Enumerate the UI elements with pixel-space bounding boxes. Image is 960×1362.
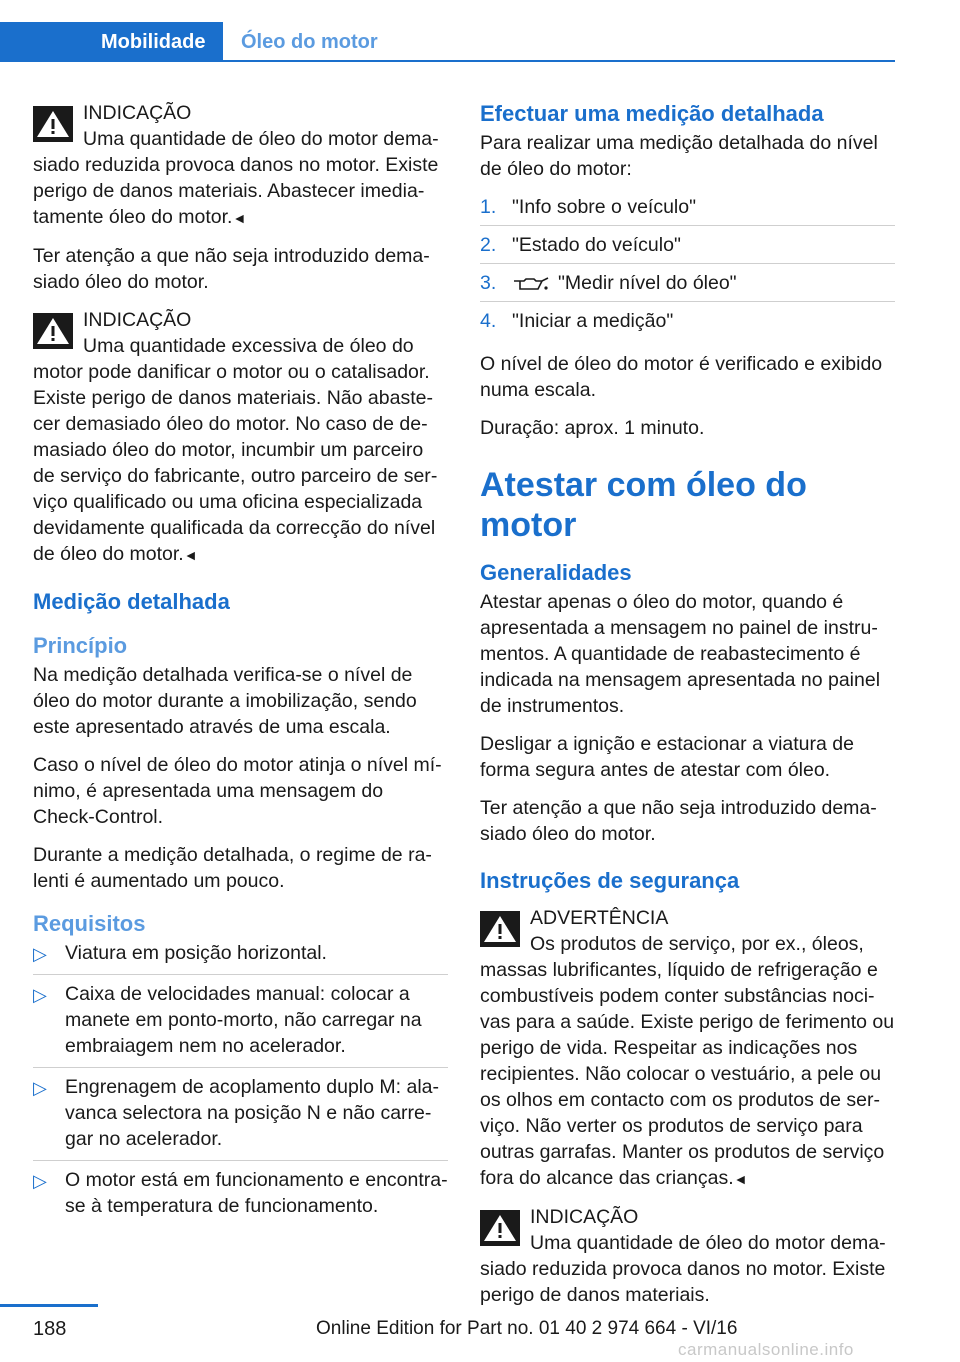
paragraph: Atestar apenas o óleo do motor, quando é apresentada a mensagem no painel de instrumentos. A quantidade de reabastecimento é indicada na mensagem apresentada no painel de instrumentos.: [480, 591, 881, 717]
section-heading-generalidades: Generalidades: [480, 560, 632, 585]
list-item-text: Viatura em posição horizontal.: [65, 942, 327, 964]
warning-triangle-icon: [480, 1210, 520, 1246]
main-heading-atestar: Atestar com óleo do motor: [480, 466, 807, 544]
warning-text: Os produtos de serviço, por ex., óleos, massas lubrificantes, líquido de refrigeração e combustíveis podem conter substâncias nocivas para a saúde. Existe perigo de ferimento ou perigo de vida. Respeitar as indicações nos recipientes. Não colocar o vestuário, a pele ou os olhos em contacto com os produtos de serviço. Não verter os produtos de serviço para outras garrafas. Manter os produtos de serviço fora do alcance das crianças.: [480, 933, 895, 1189]
oil-can-icon: [512, 277, 550, 291]
end-mark: ◄: [232, 210, 247, 226]
paragraph: Ter atenção a que não seja introduzido demasiado óleo do motor.: [480, 797, 877, 845]
warning-box: [480, 905, 895, 1192]
step-number: 4.: [480, 310, 497, 332]
paragraph: Ter atenção a que não seja introduzido demasiado óleo do motor.: [33, 245, 430, 293]
left-column: [33, 100, 448, 1233]
bullet-triangle-icon: ▷: [33, 1078, 47, 1098]
warning-title: INDICAÇÃO: [530, 1206, 639, 1228]
paragraph: Duração: aprox. 1 minuto.: [480, 417, 705, 439]
warning-triangle-icon: [480, 911, 520, 947]
right-column: [480, 100, 895, 1320]
step-number: 2.: [480, 234, 497, 256]
requirements-list: [33, 940, 448, 1227]
warning-text: Uma quantidade de óleo do motor demasiado reduzida provoca danos no motor. Existe perigo de danos materiais.: [480, 1232, 886, 1306]
warning-box: [33, 100, 448, 231]
warning-title: ADVERTÊNCIA: [530, 907, 669, 929]
warning-box: [33, 307, 448, 568]
header-underline: [223, 60, 895, 62]
step-item: [480, 232, 895, 264]
end-mark: ◄: [733, 1171, 748, 1187]
subheading-requisitos: Requisitos: [33, 911, 146, 936]
list-item-text: Caixa de velocidades manual: colocar a manete em ponto-morto, não carregar na embraiagem nem no acelerador.: [65, 983, 422, 1057]
steps-list: [480, 194, 895, 339]
list-item-text: O motor está em funcionamento e encontra-se à temperatura de funcionamento.: [65, 1169, 448, 1217]
bullet-triangle-icon: ▷: [33, 944, 47, 964]
step-text: "Iniciar a medição": [512, 310, 674, 332]
step-item: [480, 270, 895, 302]
paragraph: Desligar a ignição e estacionar a viatura de forma segura antes de atestar com óleo.: [480, 733, 854, 781]
warning-triangle-icon: [33, 313, 73, 349]
paragraph: Durante a medição detalhada, o regime de ralenti é aumentado um pouco.: [33, 844, 432, 892]
warning-title: INDICAÇÃO: [83, 309, 192, 331]
list-item-text: Engrenagem de acoplamento duplo M: alavanca selectora na posição N e não carregar no acelerador.: [65, 1076, 439, 1150]
step-number: 1.: [480, 196, 497, 218]
page-number: 188: [33, 1318, 67, 1340]
step-text: "Info sobre o veículo": [512, 196, 697, 218]
warning-text: Uma quantidade excessiva de óleo do motor pode danificar o motor ou o catalisador. Existe perigo de danos materiais. Não abastecer demasiado óleo do motor. No caso de demasiado óleo do motor, incumbir um parceiro de serviço do fabricante, outro parceiro de serviço qualificado ou uma oficina especializada devidamente qualificada da correcção do nível de óleo do motor.: [33, 335, 438, 565]
step-text: "Medir nível do óleo": [558, 272, 737, 294]
section-heading-efectuar: Efectuar uma medição detalhada: [480, 101, 824, 126]
list-item: [33, 981, 448, 1068]
warning-triangle-icon: [33, 106, 73, 142]
paragraph: Caso o nível de óleo do motor atinja o nível mínimo, é apresentada uma mensagem do Check-Control.: [33, 754, 442, 828]
subheading-principio: Princípio: [33, 633, 128, 658]
step-number: 3.: [480, 272, 497, 294]
bullet-triangle-icon: ▷: [33, 985, 47, 1005]
header-tabs: [0, 22, 895, 62]
list-item: [33, 940, 448, 975]
section-heading-medicao: Medição detalhada: [33, 589, 230, 614]
tab-oleo-do-motor[interactable]: Óleo do motor: [241, 31, 378, 53]
section-heading-seguranca: Instruções de segurança: [480, 868, 740, 893]
list-item: [33, 1167, 448, 1227]
step-item: [480, 194, 895, 226]
footer-accent-line: [0, 1304, 98, 1307]
tab-mobilidade[interactable]: Mobilidade: [0, 22, 223, 62]
list-item: [33, 1074, 448, 1161]
step-item: [480, 308, 895, 339]
warning-box: [480, 1204, 895, 1308]
paragraph: O nível de óleo do motor é verificado e exibido numa escala.: [480, 353, 883, 401]
warning-text: Uma quantidade de óleo do motor demasiado reduzida provoca danos no motor. Existe perigo de danos materiais. Abastecer imediatamente óleo do motor.: [33, 128, 439, 228]
warning-title: INDICAÇÃO: [83, 102, 192, 124]
bullet-triangle-icon: ▷: [33, 1171, 47, 1191]
paragraph: Para realizar uma medição detalhada do nível de óleo do motor:: [480, 132, 878, 180]
paragraph: Na medição detalhada verifica-se o nível de óleo do motor durante a imobilização, sendo este apresentado através de uma escala.: [33, 664, 417, 738]
watermark: carmanualsonline.info: [678, 1340, 854, 1359]
edition-text: Online Edition for Part no. 01 40 2 974 664 - VI/16: [316, 1318, 738, 1339]
end-mark: ◄: [183, 547, 198, 563]
step-text: "Estado do veículo": [512, 234, 681, 256]
